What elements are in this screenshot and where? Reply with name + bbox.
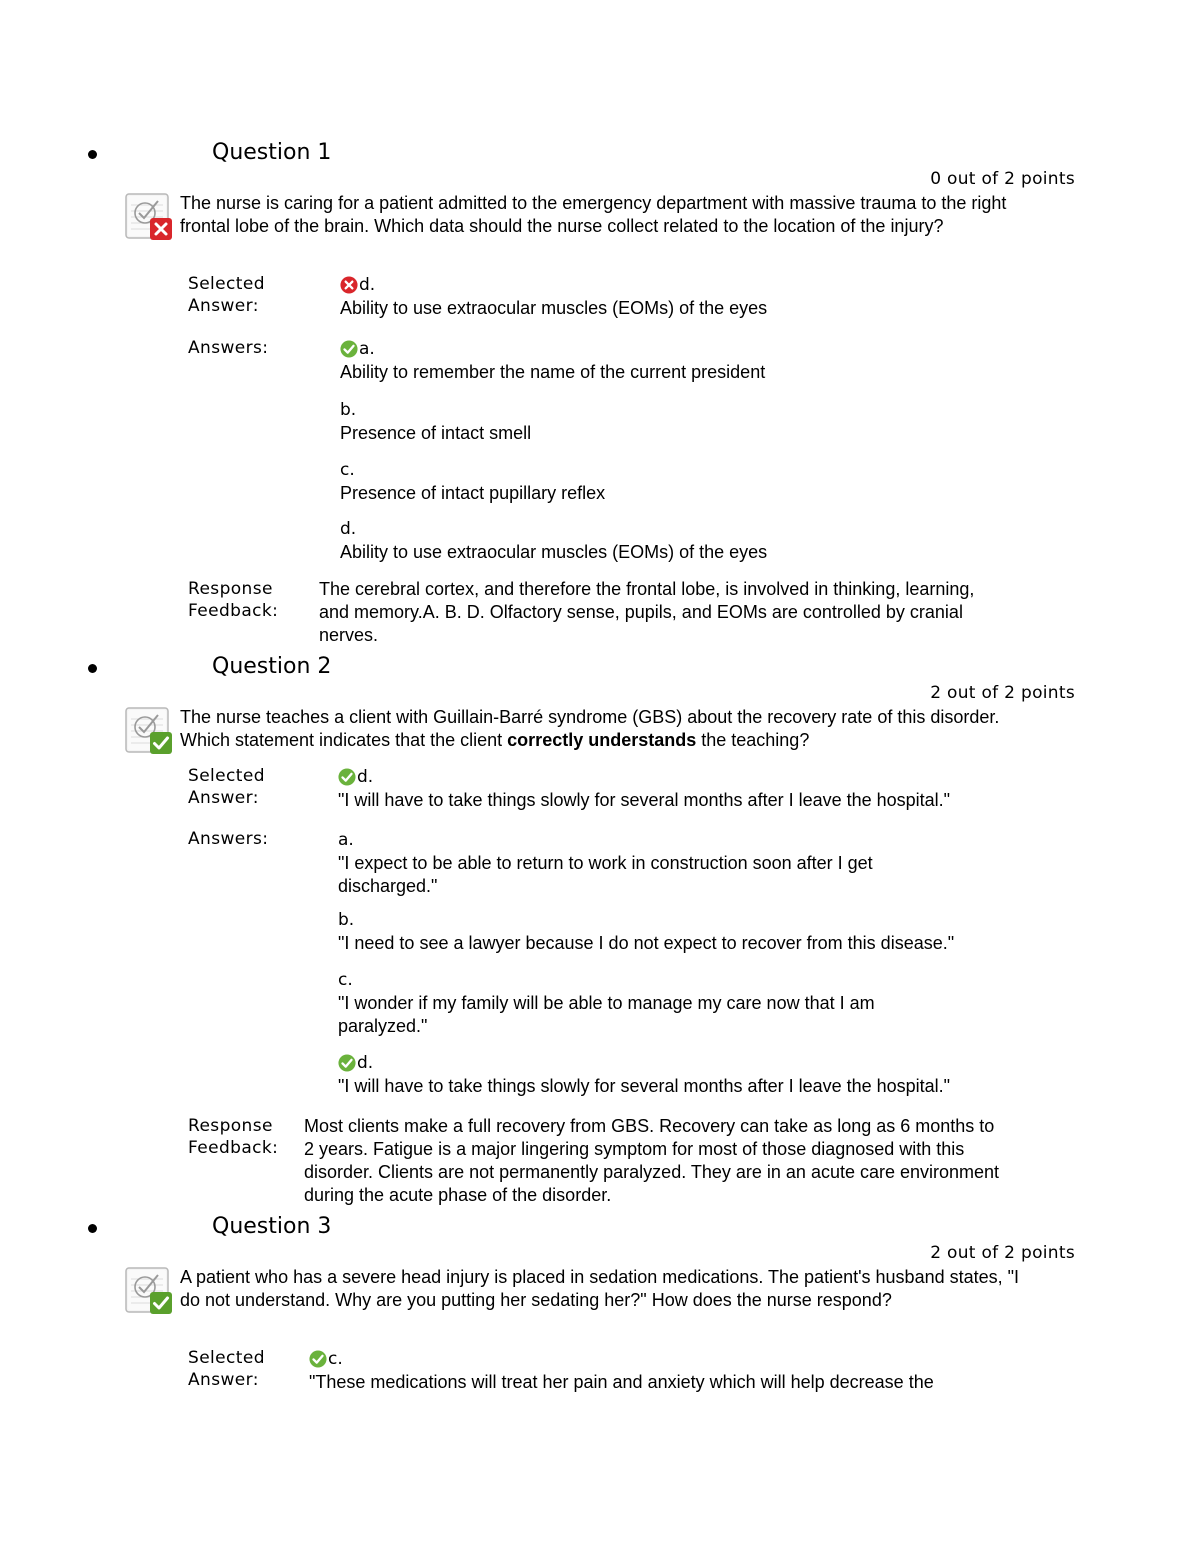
correct-icon <box>309 1350 327 1368</box>
selected-answer <box>340 273 1040 320</box>
incorrect-badge-icon <box>149 217 173 241</box>
answer-text: "I expect to be able to return to work in construction soon after I get discharged." <box>338 853 873 896</box>
points-label: 0 out of 2 points <box>930 169 1075 189</box>
correct-badge-icon <box>149 731 173 755</box>
answer-text: "I need to see a lawyer because I do not expect to recover from this disease." <box>338 933 955 953</box>
incorrect-icon <box>340 276 358 294</box>
correct-icon <box>340 340 358 358</box>
question-status-icon <box>125 192 177 244</box>
answer-letter: c. <box>338 969 353 990</box>
answer-option-c <box>340 458 1040 505</box>
answer-text: Presence of intact pupillary reflex <box>340 483 606 503</box>
answer-letter: d. <box>357 1052 374 1073</box>
points-label: 2 out of 2 points <box>930 1243 1075 1263</box>
bullet <box>88 150 97 159</box>
question-status-icon <box>125 1266 177 1318</box>
answer-letter: b. <box>340 399 357 420</box>
question-text: The nurse is caring for a patient admitted to the emergency department with massive trauma to the right frontal lobe of the brain. Which data should the nurse collect related to the location of the injury? <box>180 193 1007 236</box>
selected-answer-label: Selected Answer: <box>188 274 265 316</box>
points-label: 2 out of 2 points <box>930 683 1075 703</box>
response-feedback: Most clients make a full recovery from GBS. Recovery can take as long as 6 months to 2 years. Fatigue is a major lingering symptom for most of those diagnosed with this disorder. Clients are not permanently paralyzed. They are in an acute care environment during the acute phase of the disorder. <box>304 1116 1000 1205</box>
answers-label: Answers: <box>188 338 269 358</box>
question-text: The nurse teaches a client with Guillain-Barré syndrome (GBS) about the recovery rate of this disorder. Which statement indicates that the client correctly understands the teaching? <box>180 707 1000 750</box>
selected-answer-label: Selected Answer: <box>188 766 265 808</box>
answer-letter: b. <box>338 909 355 930</box>
answer-letter: d. <box>359 274 376 295</box>
answer-option-d <box>340 517 1040 564</box>
answer-letter: a. <box>338 829 354 850</box>
selected-answer <box>338 765 1028 812</box>
answer-text: "I will have to take things slowly for several months after I leave the hospital." <box>338 1076 951 1096</box>
bullet <box>88 664 97 673</box>
answers-label: Answers: <box>188 829 269 849</box>
answer-letter: c. <box>328 1348 343 1369</box>
answer-letter: d. <box>340 518 357 539</box>
answer-option-b <box>338 908 1028 955</box>
answer-option-a <box>338 828 938 898</box>
response-feedback-label: Response Feedback: <box>188 579 279 621</box>
answer-text: Ability to use extraocular muscles (EOMs) of the eyes <box>340 298 768 318</box>
answer-text: "I wonder if my family will be able to manage my care now that I am paralyzed." <box>338 993 875 1036</box>
answer-text: "I will have to take things slowly for several months after I leave the hospital." <box>338 790 951 810</box>
question-title: Question 1 <box>212 140 332 165</box>
answer-option-d <box>338 1051 1028 1098</box>
response-feedback: The cerebral cortex, and therefore the frontal lobe, is involved in thinking, learning, and memory.A. B. D. Olfactory sense, pupils, and EOMs are controlled by cranial nerves. <box>319 579 975 645</box>
answer-letter: c. <box>340 459 355 480</box>
answer-text: Ability to use extraocular muscles (EOMs) of the eyes <box>340 542 768 562</box>
question-status-icon <box>125 706 177 758</box>
answer-text: Ability to remember the name of the current president <box>340 362 766 382</box>
question-title: Question 3 <box>212 1214 332 1239</box>
answer-text: Presence of intact smell <box>340 423 532 443</box>
question-text: A patient who has a severe head injury is placed in sedation medications. The patient's husband states, "I do not understand. Why are you putting her sedating her?" How does the nurse respond? <box>180 1267 1020 1310</box>
response-feedback-label: Response Feedback: <box>188 1116 279 1158</box>
emphasis-text: correctly understands <box>507 730 697 750</box>
answer-text: "These medications will treat her pain and anxiety which will help decrease the <box>309 1372 934 1392</box>
correct-icon <box>338 1054 356 1072</box>
question-title: Question 2 <box>212 654 332 679</box>
answer-option-b <box>340 398 1040 445</box>
correct-badge-icon <box>149 1291 173 1315</box>
selected-answer-label: Selected Answer: <box>188 1348 265 1390</box>
bullet <box>88 1224 97 1233</box>
selected-answer <box>309 1347 1029 1394</box>
answer-letter: a. <box>359 338 375 359</box>
answer-letter: d. <box>357 766 374 787</box>
answer-option-c <box>338 968 938 1038</box>
answer-option-a <box>340 337 1040 384</box>
correct-icon <box>338 768 356 786</box>
